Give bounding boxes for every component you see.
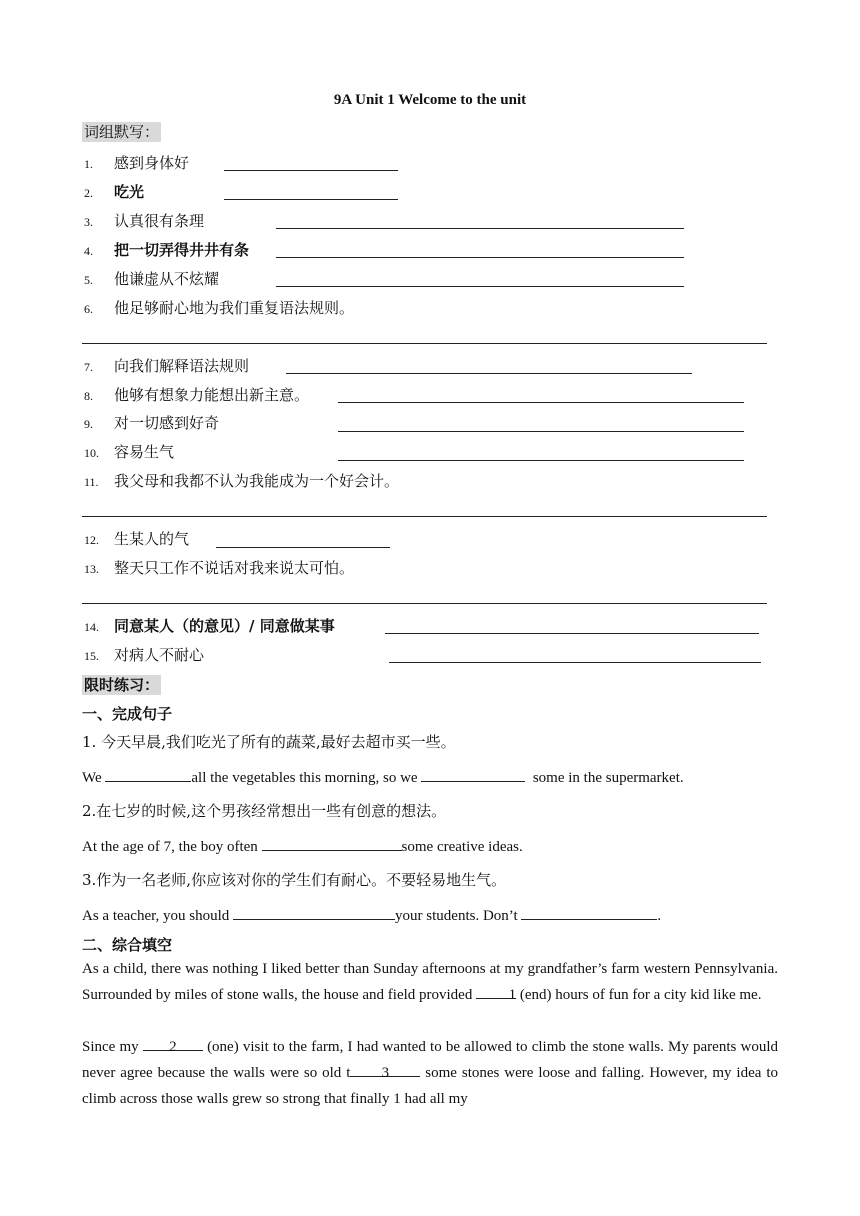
answer-line-9[interactable] <box>338 431 744 432</box>
cloze-paragraph-2: Since my 2 (one) visit to the farm, I had wanted to be allowed to climb the stone walls. My parents would never agree because the walls were so old t 3 some stones were loose and falling. However, my idea to climb across those walls grew so strong that finally 1 had all my <box>82 1034 778 1112</box>
answer-line-7[interactable] <box>286 373 692 374</box>
sentence2-chinese: 2.在七岁的时候,这个男孩经常想出一些有创意的想法。 <box>82 802 447 820</box>
vocab-item-10: 10. 容易生气 <box>84 443 175 461</box>
vocab-item-15: 15. 对病人不耐心 <box>84 646 205 664</box>
answer-line-2[interactable] <box>224 199 398 200</box>
vocab-item-5: 5. 他谦虚从不炫耀 <box>84 270 220 288</box>
answer-line-6[interactable] <box>82 343 767 344</box>
blank-1b[interactable] <box>421 765 525 782</box>
answer-line-10[interactable] <box>338 460 744 461</box>
answer-line-13[interactable] <box>82 603 767 604</box>
vocab-item-6: 6. 他足够耐心地为我们重复语法规则。 <box>84 299 355 317</box>
vocab-item-3: 3. 认真很有条理 <box>84 212 205 230</box>
cloze-blank-1[interactable]: 1 <box>476 982 516 999</box>
answer-line-4[interactable] <box>276 257 684 258</box>
page-title: 9A Unit 1 Welcome to the unit <box>333 92 527 108</box>
answer-line-5[interactable] <box>276 286 684 287</box>
vocab-item-4: 4. 把一切弄得井井有条 <box>84 241 250 259</box>
cloze-blank-3[interactable]: 3 <box>350 1060 420 1077</box>
answer-line-12[interactable] <box>216 547 390 548</box>
section-heading-vocab: 词组默写： <box>84 123 160 141</box>
cloze-paragraph-1: As a child, there was nothing I liked better than Sunday afternoons at my grandfather’s farm western Pennsylvania. Surrounded by miles of stone walls, the house and field provided 1 (end) hours of fun for a city kid like me. <box>82 961 778 1003</box>
sentence1-chinese: 1. 今天早晨,我们吃光了所有的蔬菜,最好去超市买一些。 <box>82 733 456 751</box>
blank-2[interactable] <box>262 834 402 851</box>
answer-line-3[interactable] <box>276 228 684 229</box>
answer-line-8[interactable] <box>338 402 744 403</box>
sentence3-chinese: 3.作为一名老师,你应该对你的学生们有耐心。不要轻易地生气。 <box>82 871 507 889</box>
vocab-item-13: 13. 整天只工作不说话对我来说太可怕。 <box>84 559 355 577</box>
vocab-item-7: 7. 向我们解释语法规则 <box>84 357 250 375</box>
part2-heading: 二、综合填空 <box>82 936 173 954</box>
blank-3b[interactable] <box>521 903 657 920</box>
vocab-item-12: 12. 生某人的气 <box>84 530 190 548</box>
vocab-item-14: 14. 同意某人（的意见）/ 同意做某事 <box>84 617 335 635</box>
sentence1-english: We all the vegetables this morning, so we some in the supermarket. <box>82 765 684 787</box>
blank-1a[interactable] <box>105 765 191 782</box>
sentence2-english: At the age of 7, the boy often some creative ideas. <box>82 834 523 856</box>
section-heading-timed: 限时练习： <box>84 676 160 694</box>
part1-heading: 一、完成句子 <box>82 705 173 723</box>
vocab-item-2: 2. 吃光 <box>84 183 145 201</box>
vocab-item-9: 9. 对一切感到好奇 <box>84 414 220 432</box>
answer-line-1[interactable] <box>224 170 398 171</box>
cloze-blank-2[interactable]: 2 <box>143 1034 203 1051</box>
blank-3a[interactable] <box>233 903 395 920</box>
vocab-item-11: 11. 我父母和我都不认为我能成为一个好会计。 <box>84 472 400 490</box>
vocab-item-8: 8. 他够有想象力能想出新主意。 <box>84 386 310 404</box>
vocab-item-1: 1. 感到身体好 <box>84 154 190 172</box>
answer-line-14[interactable] <box>385 633 759 634</box>
answer-line-15[interactable] <box>389 662 761 663</box>
answer-line-11[interactable] <box>82 516 767 517</box>
sentence3-english: As a teacher, you should your students. Don’t . <box>82 903 661 925</box>
